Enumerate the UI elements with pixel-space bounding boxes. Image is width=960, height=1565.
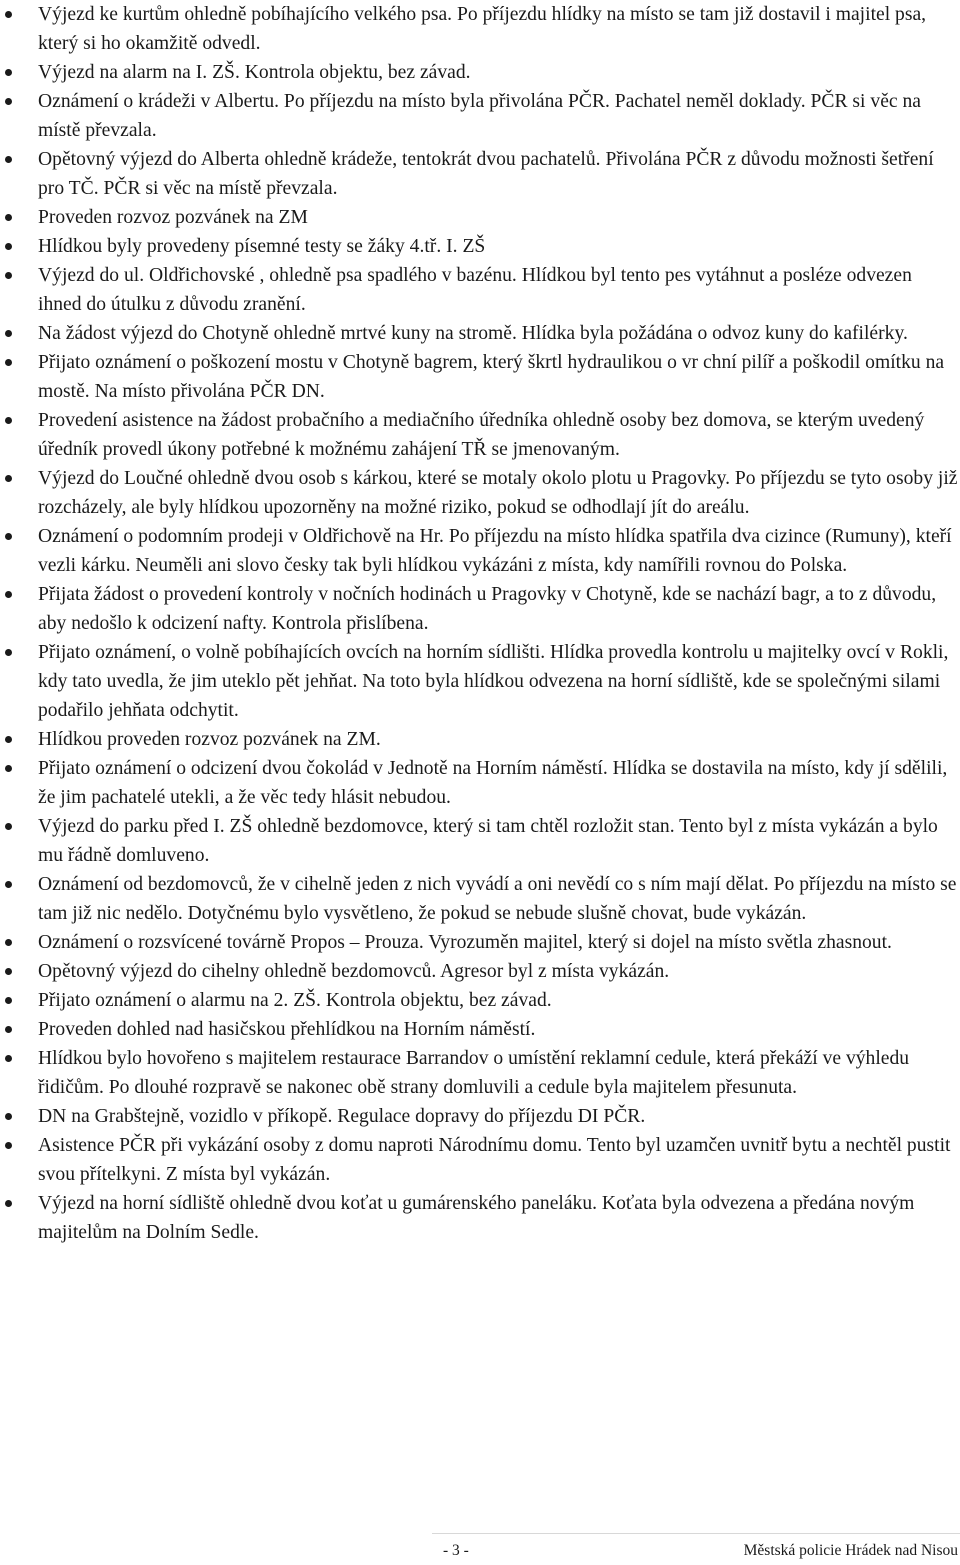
list-item bbox=[0, 87, 958, 145]
bullet-icon bbox=[5, 359, 12, 366]
list-item-text: Výjezd na horní sídliště ohledně dvou koťat u gumárenského paneláku. Koťata byla odvezena a předána novým majitelům na Dolním Sedle. bbox=[38, 1193, 915, 1243]
list-item-text: Hlídkou proveden rozvoz pozvánek na ZM. bbox=[38, 729, 381, 750]
bullet-icon bbox=[5, 533, 12, 540]
list-item bbox=[0, 203, 958, 232]
bullet-icon bbox=[5, 214, 12, 221]
bullet-icon bbox=[5, 330, 12, 337]
bullet-icon bbox=[5, 881, 12, 888]
list-item bbox=[0, 522, 958, 580]
bullet-icon bbox=[5, 156, 12, 163]
bullet-icon bbox=[5, 1055, 12, 1062]
list-item bbox=[0, 986, 958, 1015]
list-item bbox=[0, 319, 958, 348]
list-item-text: Přijata žádost o provedení kontroly v nočních hodinách u Pragovky v Chotyně, kde se nachází bagr, a to z důvodu, aby nedošlo k odcizení nafty. Kontrola přislíbena. bbox=[38, 584, 937, 634]
list-item bbox=[0, 232, 958, 261]
list-item bbox=[0, 261, 958, 319]
list-item-text: Proveden dohled nad hasičskou přehlídkou na Horním náměstí. bbox=[38, 1019, 536, 1040]
bullet-icon bbox=[5, 243, 12, 250]
page-footer bbox=[0, 1536, 960, 1558]
list-item bbox=[0, 812, 958, 870]
list-item bbox=[0, 1131, 958, 1189]
list-item bbox=[0, 870, 958, 928]
page-number: - 3 - bbox=[443, 1542, 469, 1559]
list-item bbox=[0, 638, 958, 725]
bullet-icon bbox=[5, 69, 12, 76]
list-item-text: Hlídkou byly provedeny písemné testy se žáky 4.tř. I. ZŠ bbox=[38, 236, 486, 257]
list-item-text: Opětovný výjezd do Alberta ohledně krádeže, tentokrát dvou pachatelů. Přivolána PČR z důvodu možnosti šetření pro TČ. PČR si věc na místě převzala. bbox=[38, 149, 934, 199]
bullet-icon bbox=[5, 591, 12, 598]
list-item bbox=[0, 1102, 958, 1131]
bullet-icon bbox=[5, 1200, 12, 1207]
bullet-icon bbox=[5, 765, 12, 772]
list-item-text: Přijato oznámení, o volně pobíhajících ovcích na horním sídlišti. Hlídka provedla kontrolu u majitelky ovcí v Rokli, kdy tato uvedla, že jim uteklo pět jehňat. Na toto byla hlídkou odvezena na horní sídliště, kde se společnými silami podařilo jehňata odchytit. bbox=[38, 642, 949, 721]
footer-divider bbox=[432, 1533, 960, 1534]
list-item bbox=[0, 1015, 958, 1044]
list-item-text: Oznámení o rozsvícené továrně Propos – Prouza. Vyrozuměn majitel, který si dojel na místo světla zhasnout. bbox=[38, 932, 892, 953]
list-item bbox=[0, 957, 958, 986]
bullet-icon bbox=[5, 1026, 12, 1033]
list-item bbox=[0, 928, 958, 957]
list-item bbox=[0, 754, 958, 812]
publisher-name: Městská policie Hrádek nad Nisou bbox=[743, 1542, 958, 1559]
list-item-text: Hlídkou bylo hovořeno s majitelem restaurace Barrandov o umístění reklamní cedule, která překáží ve výhledu řidičům. Po dlouhé rozpravě se nakonec obě strany domluvili a cedule byla majitelem přesunuta. bbox=[38, 1048, 910, 1098]
list-item-text: Na žádost výjezd do Chotyně ohledně mrtvé kuny na stromě. Hlídka byla požádána o odvoz kuny do kafilérky. bbox=[38, 323, 908, 344]
list-item-text: Oznámení od bezdomovců, že v cihelně jeden z nich vyvádí a oni nevědí co s ním mají dělat. Po příjezdu na místo se tam již nic nedělo. Dotyčnému bylo vysvětleno, že pokud se nebude slušně chovat, bude vykázán. bbox=[38, 874, 957, 924]
list-item bbox=[0, 725, 958, 754]
list-item-text: Výjezd do Loučné ohledně dvou osob s kárkou, které se motaly okolo plotu u Pragovky. Po příjezdu se tyto osoby již rozcházely, ale byly hlídkou upozorněny na možné riziko, pokud se odhodlají jít do areálu. bbox=[38, 468, 958, 518]
list-item-text: Oznámení o krádeži v Albertu. Po příjezdu na místo byla přivolána PČR. Pachatel neměl doklady. PČR si věc na místě převzala. bbox=[38, 91, 921, 141]
bullet-icon bbox=[5, 649, 12, 656]
list-item bbox=[0, 348, 958, 406]
list-item-text: DN na Grabštejně, vozidlo v příkopě. Regulace dopravy do příjezdu DI PČR. bbox=[38, 1106, 646, 1127]
list-item-text: Výjezd do ul. Oldřichovské , ohledně psa spadlého v bazénu. Hlídkou byl tento pes vytáhnut a posléze odvezen ihned do útulku z důvodu zranění. bbox=[38, 265, 912, 315]
list-item-text: Oznámení o podomním prodeji v Oldřichově na Hr. Po příjezdu na místo hlídka spatřila dva cizince (Rumuny), kteří vezli kárku. Neuměli ani slovo česky tak byli hlídkou vykázáni z místa, kdy namířili rovnou do Polska. bbox=[38, 526, 952, 576]
list-item-text: Provedení asistence na žádost probačního a mediačního úředníka ohledně osoby bez domova, se kterým uvedený úředník provedl úkony potřebné k možnému zahájení TŘ se jmenovaným. bbox=[38, 410, 925, 460]
bullet-icon bbox=[5, 1113, 12, 1120]
list-item-text: Proveden rozvoz pozvánek na ZM bbox=[38, 207, 308, 228]
list-item bbox=[0, 145, 958, 203]
bullet-icon bbox=[5, 11, 12, 18]
list-item-text: Výjezd do parku před I. ZŠ ohledně bezdomovce, který si tam chtěl rozložit stan. Tento byl z místa vykázán a bylo mu řádně domluveno. bbox=[38, 816, 938, 866]
list-item bbox=[0, 0, 958, 58]
bullet-icon bbox=[5, 98, 12, 105]
list-item bbox=[0, 580, 958, 638]
bullet-icon bbox=[5, 272, 12, 279]
list-item bbox=[0, 58, 958, 87]
bullet-icon bbox=[5, 968, 12, 975]
list-item bbox=[0, 464, 958, 522]
bullet-icon bbox=[5, 939, 12, 946]
list-item-text: Přijato oznámení o poškození mostu v Chotyně bagrem, který škrtl hydraulikou o vr chní pilíř a poškodil omítku na mostě. Na místo přivolána PČR DN. bbox=[38, 352, 945, 402]
bullet-icon bbox=[5, 1142, 12, 1149]
bullet-icon bbox=[5, 475, 12, 482]
list-item bbox=[0, 1189, 958, 1247]
list-item-text: Asistence PČR při vykázání osoby z domu naproti Národnímu domu. Tento byl uzamčen uvnitř bytu a nechtěl pustit svou přítelkyni. Z místa byl vykázán. bbox=[38, 1135, 951, 1185]
list-item-text: Výjezd na alarm na I. ZŠ. Kontrola objektu, bez závad. bbox=[38, 62, 471, 83]
list-item-text: Opětovný výjezd do cihelny ohledně bezdomovců. Agresor byl z místa vykázán. bbox=[38, 961, 670, 982]
list-item-text: Přijato oznámení o odcizení dvou čokolád v Jednotě na Horním náměstí. Hlídka se dostavila na místo, kdy jí sdělili, že jim pachatelé utekli, a že věc tedy hlásit nebudou. bbox=[38, 758, 948, 808]
list-item-text: Přijato oznámení o alarmu na 2. ZŠ. Kontrola objektu, bez závad. bbox=[38, 990, 552, 1011]
list-item-text: Výjezd ke kurtům ohledně pobíhajícího velkého psa. Po příjezdu hlídky na místo se tam již dostavil i majitel psa, který si ho okamžitě odvedl. bbox=[38, 4, 927, 54]
bullet-icon bbox=[5, 823, 12, 830]
bullet-icon bbox=[5, 997, 12, 1004]
list-item bbox=[0, 406, 958, 464]
bullet-icon bbox=[5, 417, 12, 424]
list-item bbox=[0, 1044, 958, 1102]
bullet-icon bbox=[5, 736, 12, 743]
